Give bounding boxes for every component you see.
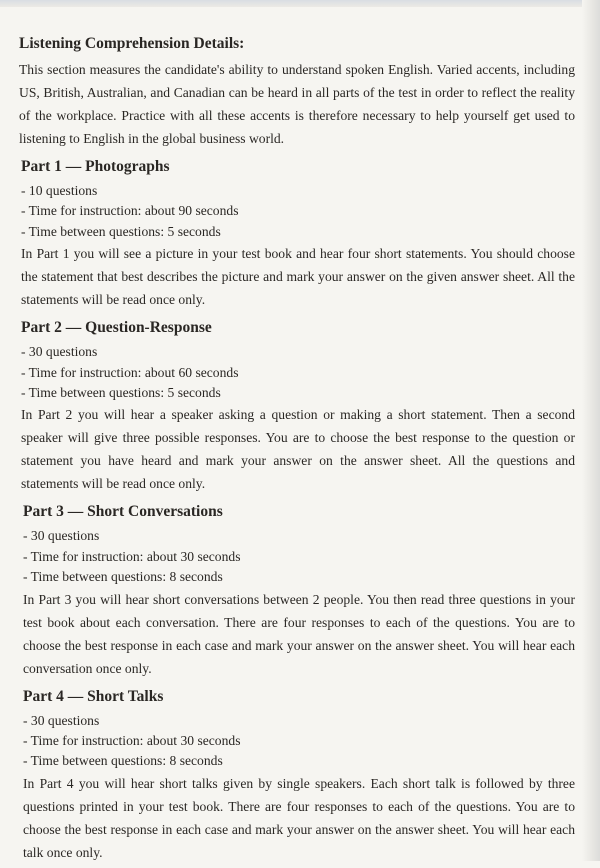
part-4-section [23,686,575,864]
question-count: - 30 questions [23,712,100,728]
part-facts [23,711,575,772]
time-between-questions: - Time between questions: 8 seconds [23,753,223,769]
part-title: Part 1 — Photographs [21,158,170,175]
instruction-time: - Time for instruction: about 30 seconds [23,733,241,749]
part-facts [23,526,575,587]
time-between-questions: - Time between questions: 5 seconds [21,223,221,239]
page-top-edge [0,0,600,7]
part-title: Part 2 — Question-Response [21,319,212,337]
question-count: - 30 questions [23,528,100,544]
time-between-questions: - Time between questions: 5 seconds [21,385,221,401]
part-description: In Part 1 you will see a picture in your test book and hear four short statements. You should choose the statement that best describes the picture and mark your answer on the given answer sheet. All the statements will be read once only. [21,246,575,308]
instruction-time: - Time for instruction: about 60 seconds [21,364,239,380]
document-page [19,34,575,868]
time-between-questions: - Time between questions: 8 seconds [23,569,223,585]
part-facts [21,342,575,403]
part-2-section [21,317,575,495]
part-description: In Part 4 you will hear short talks given by single speakers. Each short talk is followed by three questions printed in your test book. There are four responses to each of the questions. You are to choose the best response in each case and mark your answer on the answer sheet. You will hear each talk once only. [23,775,575,860]
section-intro: This section measures the candidate's ability to understand spoken English. Varied accents, including US, British, Australian, and Canadian can be heard in all parts of the test in order to reflect the reality of the workplace. Practice with all these accents is therefore necessary to help yourself get used to listening to English in the global business world. [19,62,575,146]
part-1-section [21,156,575,311]
part-title: Part 4 — Short Talks [23,687,164,705]
part-description: In Part 3 you will hear short conversations between 2 people. You then read three questions in your test book about each conversation. There are four responses to each of the questions. You are to choose the best response in each case and mark your answer on the answer sheet. You will hear each conversation once only. [23,591,575,676]
part-facts [21,181,575,242]
question-count: - 30 questions [21,344,98,360]
instruction-time: - Time for instruction: about 90 seconds [21,203,239,219]
part-title: Part 3 — Short Conversations [23,503,223,521]
section-heading: Listening Comprehension Details: [19,35,245,52]
instruction-time: - Time for instruction: about 30 seconds [23,548,241,564]
part-3-section [23,501,575,679]
page-binding-shadow [582,0,600,861]
part-description: In Part 2 you will hear a speaker asking a question or making a short statement. Then a second speaker will give three possible responses. You are to choose the best response to the question or statement you have heard and mark your answer on the answer sheet. All the questions and statements will be read once only. [21,407,575,492]
question-count: - 10 questions [21,183,98,198]
